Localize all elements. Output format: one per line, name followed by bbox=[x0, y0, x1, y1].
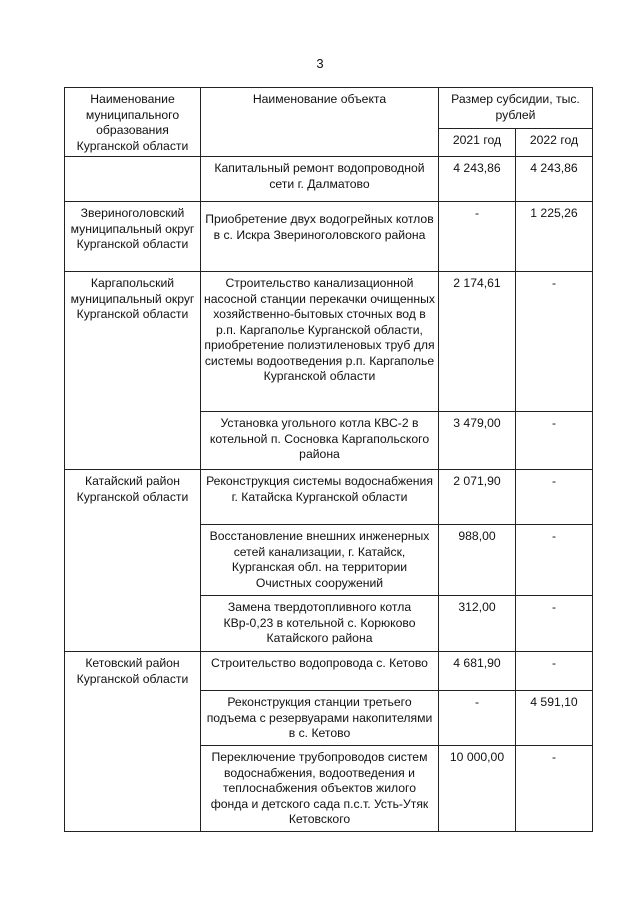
value-2022-cell: 4 591,10 bbox=[516, 691, 593, 746]
value-2021-cell: - bbox=[439, 202, 516, 272]
value-2021-cell: 988,00 bbox=[439, 525, 516, 596]
object-cell: Строительство канализационной насосной станции перекачки очищенных хозяйственно-бытовых сточных вод в р.п. Каргаполье Курганской области, приобретение полиэтиленовых труб для системы водоотведения р.п. Каргаполье Курганской области bbox=[201, 272, 439, 412]
table-body bbox=[65, 157, 593, 832]
object-cell: Установка угольного котла КВС-2 в котельной п. Сосновка Каргапольского района bbox=[201, 412, 439, 470]
object-cell: Реконструкция системы водоснабжения г. Катайска Курганской области bbox=[201, 470, 439, 525]
value-2022-cell: - bbox=[516, 470, 593, 525]
table-header bbox=[65, 88, 593, 157]
header-subsidy: Размер субсидии, тыс. рублей bbox=[439, 88, 593, 129]
table-row bbox=[65, 157, 593, 202]
value-2021-cell: 312,00 bbox=[439, 596, 516, 652]
value-2021-cell: 4 681,90 bbox=[439, 652, 516, 691]
value-2022-cell: 1 225,26 bbox=[516, 202, 593, 272]
municipality-cell bbox=[65, 157, 201, 202]
value-2021-cell: 4 243,86 bbox=[439, 157, 516, 202]
municipality-cell: Каргапольский муниципальный округ Курганской области bbox=[65, 272, 201, 470]
subsidy-table bbox=[64, 87, 593, 832]
object-cell: Строительство водопровода с. Кетово bbox=[201, 652, 439, 691]
value-2021-cell: 10 000,00 bbox=[439, 746, 516, 832]
header-year-2022: 2022 год bbox=[516, 128, 593, 156]
municipality-cell: Звериноголовский муниципальный округ Курганской области bbox=[65, 202, 201, 272]
value-2022-cell: - bbox=[516, 525, 593, 596]
value-2021-cell: 2 071,90 bbox=[439, 470, 516, 525]
object-cell: Реконструкция станции третьего подъема с резервуарами накопителями в с. Кетово bbox=[201, 691, 439, 746]
value-2022-cell: 4 243,86 bbox=[516, 157, 593, 202]
value-2022-cell: - bbox=[516, 652, 593, 691]
municipality-cell: Катайский район Курганской области bbox=[65, 470, 201, 652]
value-2022-cell: - bbox=[516, 746, 593, 832]
header-year-2021: 2021 год bbox=[439, 128, 516, 156]
object-cell: Замена твердотопливного котла КВр-0,23 в котельной с. Корюково Катайского района bbox=[201, 596, 439, 652]
object-cell: Восстановление внешних инженерных сетей канализации, г. Катайск, Курганская обл. на территории Очистных сооружений bbox=[201, 525, 439, 596]
value-2022-cell: - bbox=[516, 596, 593, 652]
header-object: Наименование объекта bbox=[201, 88, 439, 157]
object-cell: Переключение трубопроводов систем водоснабжения, водоотведения и теплоснабжения объектов жилого фонда и детского сада п.с.т. Усть-Утяк Кетовского bbox=[201, 746, 439, 832]
object-cell: Капитальный ремонт водопроводной сети г. Далматово bbox=[201, 157, 439, 202]
value-2021-cell: - bbox=[439, 691, 516, 746]
municipality-cell: Кетовский район Курганской области bbox=[65, 652, 201, 832]
table-row bbox=[65, 272, 593, 412]
object-cell: Приобретение двух водогрейных котлов в с. Искра Звериноголовского района bbox=[201, 202, 439, 272]
value-2021-cell: 3 479,00 bbox=[439, 412, 516, 470]
header-municipality: Наименование муниципального образования Курганской области bbox=[65, 88, 201, 157]
table-row bbox=[65, 202, 593, 272]
table-row bbox=[65, 652, 593, 691]
page-number: 3 bbox=[316, 56, 324, 71]
value-2022-cell: - bbox=[516, 412, 593, 470]
value-2021-cell: 2 174,61 bbox=[439, 272, 516, 412]
value-2022-cell: - bbox=[516, 272, 593, 412]
table-row bbox=[65, 470, 593, 525]
